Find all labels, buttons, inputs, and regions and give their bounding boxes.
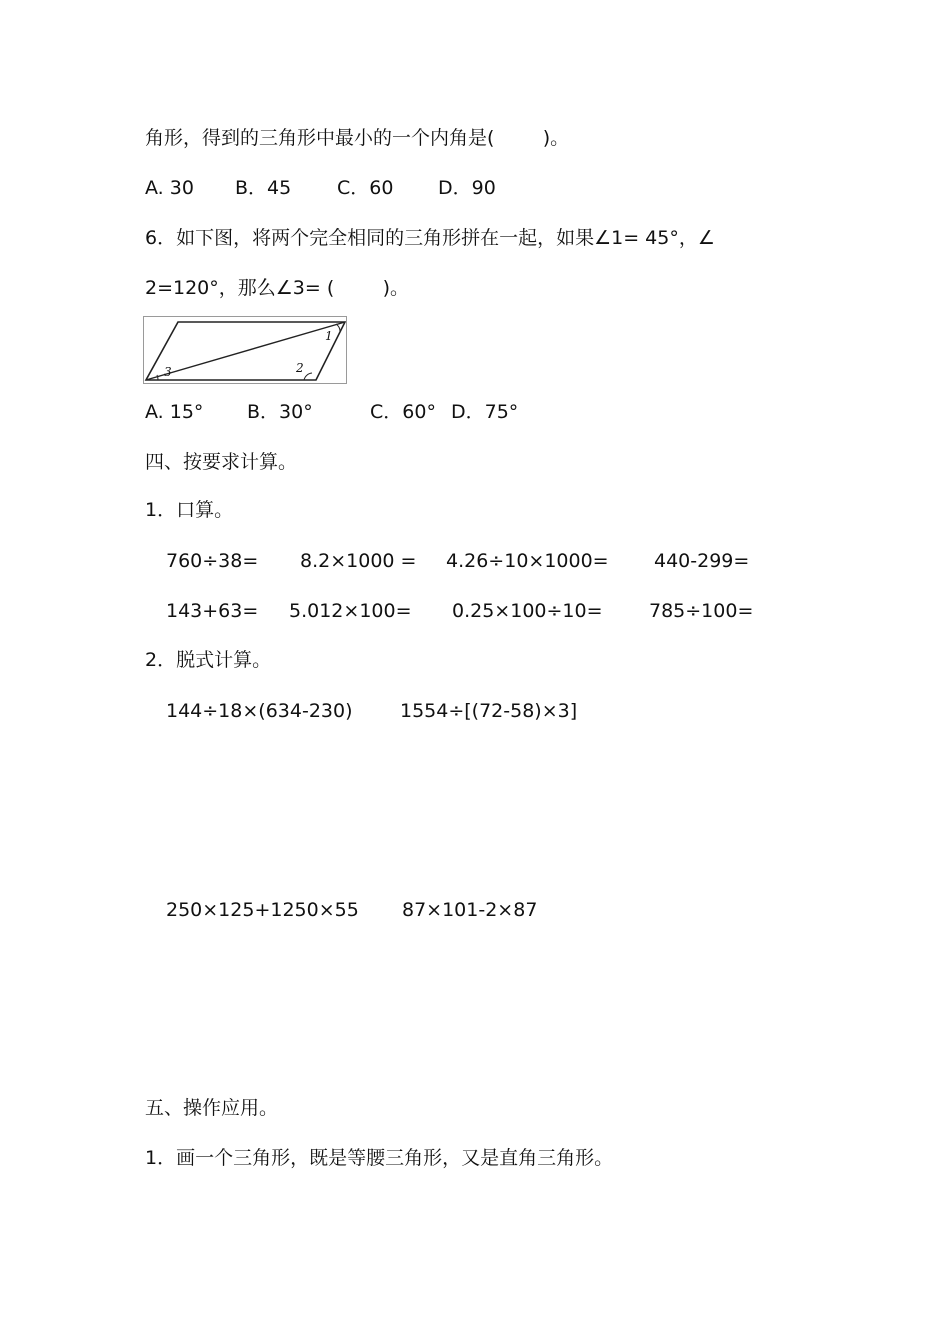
written-calc-3: 250×125+1250×55 [166,899,359,921]
section-5-title: 五、操作应用。 [145,1097,279,1119]
q5-option-c: C．60 [337,177,394,199]
written-calc-2: 1554÷[(72-58)×3] [400,700,578,722]
mental-calc-4: 440-299= [654,550,750,572]
mental-calc-3: 4.26÷10×1000= [446,550,609,572]
angle-label-1: 1 [325,329,333,343]
section-5-q1-text: 1．画一个三角形，既是等腰三角形，又是直角三角形。 [145,1147,614,1169]
mental-calc-7: 0.25×100÷10= [452,600,603,622]
q5-option-a: A. 30 [145,177,194,199]
angle-label-3: 3 [164,365,172,379]
written-calc-1: 144÷18×(634-230) [166,700,353,722]
written-calc-4: 87×101-2×87 [402,899,538,921]
q6-option-b: B．30° [247,401,313,423]
section-4-title: 四、按要求计算。 [145,451,298,473]
q6-option-a: A. 15° [145,401,204,423]
angle-2-arc [304,373,312,380]
angle-label-2: 2 [296,361,304,375]
parallelogram-figure [143,316,347,384]
q6-option-c: C．60° [370,401,436,423]
section-4-q2-title: 2．脱式计算。 [145,649,272,671]
q6-question-line1: 6．如下图，将两个完全相同的三角形拼在一起，如果∠1= 45°，∠ [145,227,715,249]
mental-calc-8: 785÷100= [649,600,754,622]
mental-calc-5: 143+63= [166,600,259,622]
mental-calc-6: 5.012×100= [289,600,412,622]
angle-1-arc [336,324,340,331]
q6-question-line2: 2=120°，那么∠3= ( )。 [145,277,409,299]
q5-continuation-text: 角形，得到的三角形中最小的一个内角是( )。 [145,127,570,149]
q5-option-d: D．90 [438,177,496,199]
q5-option-b: B．45 [235,177,292,199]
parallelogram-diagram [144,317,346,383]
diagonal-line [146,322,345,380]
mental-calc-2: 8.2×1000 = [300,550,417,572]
mental-calc-1: 760÷38= [166,550,259,572]
q6-option-d: D．75° [451,401,519,423]
section-4-q1-title: 1．口算。 [145,499,234,521]
